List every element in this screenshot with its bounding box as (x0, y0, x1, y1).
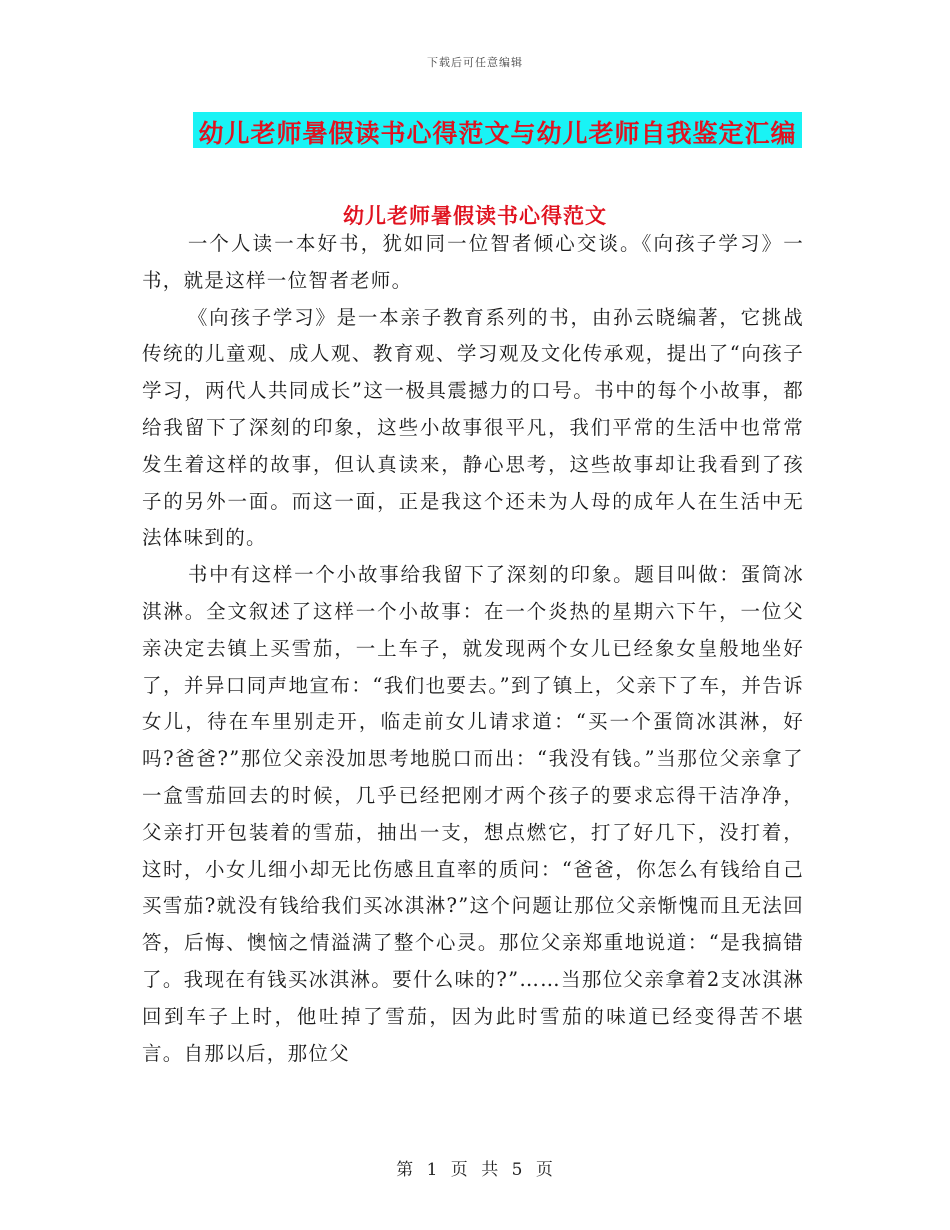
paragraph: 一个人读一本好书，犹如同一位智者倾心交谈。《向孩子学习》一书，就是这样一位智者老师。 (142, 232, 804, 292)
paragraph: 《向孩子学习》是一本亲子教育系列的书，由孙云晓编著，它挑战传统的儿童观、成人观、教育观、学习观及文化传承观，提出了“向孩子学习，两代人共同成长”这一极具震撼力的口号。书中的每个小故事，都给我留下了深刻的印象，这些小故事很平凡，我们平常的生活中也常常发生着这样的故事，但认真读来，静心思考，这些故事却让我看到了孩子的另外一面。而这一面，正是我这个还未为人母的成年人在生活中无法体味到的。 (142, 305, 804, 550)
document-title: 幼儿老师暑假读书心得范文与幼儿老师自我鉴定汇编 (198, 119, 797, 148)
document-body (142, 226, 804, 1072)
section-title: 幼儿老师暑假读书心得范文 (343, 203, 607, 228)
page-footer: 第 1 页 共 5 页 (396, 1160, 554, 1180)
page-header-note: 下载后可任意编辑 (427, 56, 523, 69)
paragraph: 书中有这样一个小故事给我留下了深刻的印象。题目叫做：蛋筒冰淇淋。全文叙述了这样一个小故事：在一个炎热的星期六下午，一位父亲决定去镇上买雪茄，一上车子，就发现两个女儿已经象女皇般地坐好了，并异口同声地宣布：“我们也要去。”到了镇上，父亲下了车，并告诉女儿，待在车里别走开，临走前女儿请求道：“买一个蛋筒冰淇淋，好吗?爸爸?”那位父亲没加思考地脱口而出：“我没有钱。”当那位父亲拿了一盒雪茄回去的时候，几乎已经把刚才两个孩子的要求忘得干洁净净，父亲打开包装着的雪茄，抽出一支，想点燃它，打了好几下，没打着，这时，小女儿细小却无比伤感且直率的质问：“爸爸，你怎么有钱给自己买雪茄?就没有钱给我们买冰淇淋?”这个问题让那位父亲惭愧而且无法回答，后悔、懊恼之情溢满了整个心灵。那位父亲郑重地说道：“是我搞错了。我现在有钱买冰淇淋。要什么味的?”……当那位父亲拿着2支冰淇淋回到车子上时，他吐掉了雪茄，因为此时雪茄的味道已经变得苦不堪言。自那以后，那位父 (142, 563, 804, 1065)
